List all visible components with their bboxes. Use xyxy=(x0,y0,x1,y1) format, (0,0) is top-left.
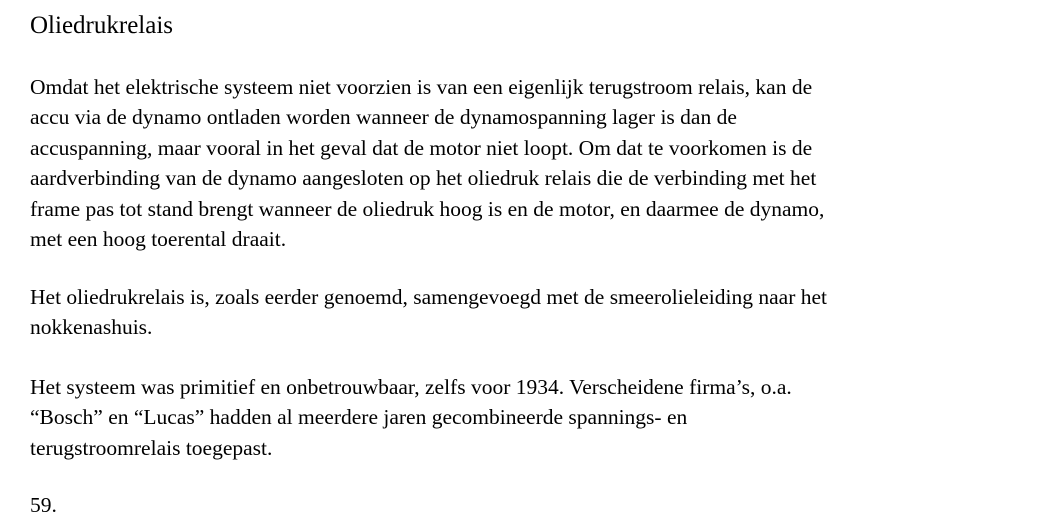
section-heading: Oliedrukrelais xyxy=(30,12,174,39)
paragraph-line: accu via de dynamo ontladen worden wanneer de dynamospanning lager is dan de xyxy=(30,105,737,130)
paragraph-line: Het systeem was primitief en onbetrouwbaar, zelfs voor 1934. Verscheidene firma’s, o.a. xyxy=(30,375,792,399)
paragraph-line: terugstroomrelais toegepast. xyxy=(30,435,273,460)
paragraph-line: met een hoog toerental draait. xyxy=(30,227,287,252)
paragraph-line: frame pas tot stand brengt wanneer de oliedruk hoog is en de motor, en daarmee de dynamo, xyxy=(30,196,825,221)
paragraph-line: “Bosch” en “Lucas” hadden al meerdere jaren gecombineerde spannings- en xyxy=(30,405,688,430)
page-number: 59. xyxy=(30,493,57,517)
paragraph-line: Het oliedrukrelais is, zoals eerder genoemd, samengevoegd met de smeerolieleiding naar het xyxy=(30,285,827,309)
paragraph-line: accuspanning, maar vooral in het geval dat de motor niet loopt. Om dat te voorkomen is de xyxy=(30,135,813,160)
paragraph-line: nokkenashuis. xyxy=(30,315,153,340)
paragraph-line: aardverbinding van de dynamo aangesloten op het oliedruk relais die de verbinding met het xyxy=(30,166,817,191)
paragraph-1 xyxy=(30,72,1030,254)
paragraph-2 xyxy=(30,282,1030,343)
paragraph-3 xyxy=(30,372,1030,463)
paragraph-line: Omdat het elektrische systeem niet voorzien is van een eigenlijk terugstroom relais, kan de xyxy=(30,75,813,99)
